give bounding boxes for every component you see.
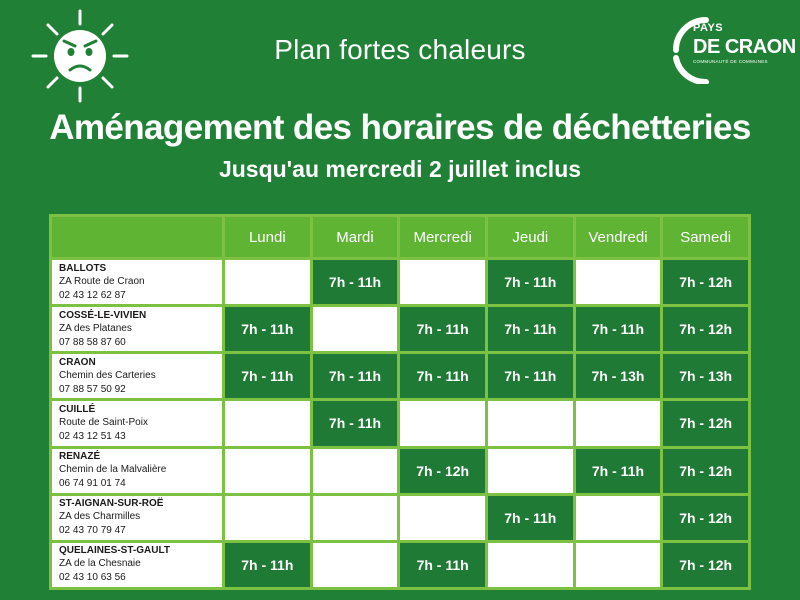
site-address: ZA Route de Craon — [59, 275, 145, 287]
table-header-row — [52, 217, 748, 257]
opening-hours-cell: 7h - 12h — [663, 496, 748, 540]
closed-cell — [400, 260, 485, 304]
day-header: Samedi — [663, 217, 748, 257]
closed-cell — [225, 260, 310, 304]
table-row — [52, 260, 748, 304]
closed-cell — [313, 449, 398, 493]
opening-hours-cell: 7h - 12h — [663, 543, 748, 587]
closed-cell — [576, 543, 661, 587]
opening-hours-cell: 7h - 11h — [225, 354, 310, 398]
opening-hours-cell: 7h - 11h — [313, 260, 398, 304]
site-cell — [52, 543, 222, 587]
closed-cell — [313, 496, 398, 540]
site-cell — [52, 401, 222, 445]
closed-cell — [225, 449, 310, 493]
schedule-table — [49, 214, 751, 590]
day-header: Jeudi — [488, 217, 573, 257]
opening-hours-cell: 7h - 12h — [663, 401, 748, 445]
opening-hours-cell: 7h - 12h — [663, 260, 748, 304]
closed-cell — [225, 496, 310, 540]
site-cell — [52, 496, 222, 540]
closed-cell — [313, 543, 398, 587]
opening-hours-cell: 7h - 11h — [488, 307, 573, 351]
opening-hours-cell: 7h - 11h — [488, 260, 573, 304]
table-row — [52, 543, 748, 587]
subheadline: Jusqu'au mercredi 2 juillet inclus — [218, 156, 582, 182]
opening-hours-cell: 7h - 11h — [576, 307, 661, 351]
site-name: COSSÉ-LE-VIVIEN — [59, 309, 147, 321]
opening-hours-cell: 7h - 12h — [663, 449, 748, 493]
day-header: Mercredi — [400, 217, 485, 257]
site-address: Route de Saint-Poix — [59, 416, 148, 428]
site-name: CRAON — [59, 356, 96, 368]
site-name: QUELAINES-ST-GAULT — [59, 545, 170, 557]
closed-cell — [400, 401, 485, 445]
site-name: BALLOTS — [59, 262, 107, 274]
site-phone: 02 43 12 51 43 — [59, 430, 126, 442]
day-header: Lundi — [225, 217, 310, 257]
site-cell — [52, 260, 222, 304]
site-phone: 02 43 12 62 87 — [59, 289, 126, 301]
site-cell — [52, 354, 222, 398]
closed-cell — [576, 260, 661, 304]
opening-hours-cell: 7h - 11h — [400, 543, 485, 587]
opening-hours-cell: 7h - 11h — [313, 401, 398, 445]
logo-text-top: PAYS — [693, 22, 724, 34]
logo-text-main: DE CRAON — [693, 36, 796, 58]
closed-cell — [576, 401, 661, 445]
table-row — [52, 449, 748, 493]
opening-hours-cell: 7h - 11h — [488, 354, 573, 398]
site-name: RENAZÉ — [59, 451, 101, 463]
site-phone: 06 74 91 01 74 — [59, 478, 126, 490]
site-cell — [52, 307, 222, 351]
site-address: ZA de la Chesnaie — [59, 558, 141, 570]
header-corner — [52, 217, 222, 257]
table-row — [52, 401, 748, 445]
site-address: ZA des Platanes — [59, 322, 132, 334]
closed-cell — [225, 401, 310, 445]
site-name: ST-AIGNAN-SUR-ROË — [59, 498, 164, 510]
opening-hours-cell: 7h - 11h — [400, 354, 485, 398]
table-row — [52, 307, 748, 351]
site-name: CUILLÉ — [59, 403, 96, 415]
opening-hours-cell: 7h - 12h — [400, 449, 485, 493]
day-header: Mardi — [313, 217, 398, 257]
closed-cell — [488, 449, 573, 493]
table-row — [52, 496, 748, 540]
opening-hours-cell: 7h - 11h — [488, 496, 573, 540]
opening-hours-cell: 7h - 13h — [576, 354, 661, 398]
opening-hours-cell: 7h - 12h — [663, 307, 748, 351]
opening-hours-cell: 7h - 11h — [225, 307, 310, 351]
site-phone: 07 88 57 50 92 — [59, 383, 126, 395]
site-address: Chemin des Carteries — [59, 369, 156, 381]
site-cell — [52, 449, 222, 493]
site-address: ZA des Charmilles — [59, 511, 141, 523]
site-phone: 02 43 10 63 56 — [59, 572, 126, 584]
site-phone: 07 88 58 87 60 — [59, 336, 126, 348]
closed-cell — [400, 496, 485, 540]
opening-hours-cell: 7h - 11h — [225, 543, 310, 587]
site-address: Chemin de la Malvalière — [59, 464, 167, 476]
opening-hours-cell: 7h - 11h — [400, 307, 485, 351]
headline: Aménagement des horaires de déchetteries — [49, 108, 751, 147]
opening-hours-cell: 7h - 13h — [663, 354, 748, 398]
table-row — [52, 354, 748, 398]
site-phone: 02 43 70 79 47 — [59, 525, 126, 537]
opening-hours-cell: 7h - 11h — [313, 354, 398, 398]
page-title: Plan fortes chaleurs — [274, 34, 526, 65]
day-header: Vendredi — [576, 217, 661, 257]
closed-cell — [488, 401, 573, 445]
closed-cell — [576, 496, 661, 540]
closed-cell — [488, 543, 573, 587]
logo-text-sub: COMMUNAUTÉ DE COMMUNES — [693, 59, 768, 64]
closed-cell — [313, 307, 398, 351]
opening-hours-cell: 7h - 11h — [576, 449, 661, 493]
